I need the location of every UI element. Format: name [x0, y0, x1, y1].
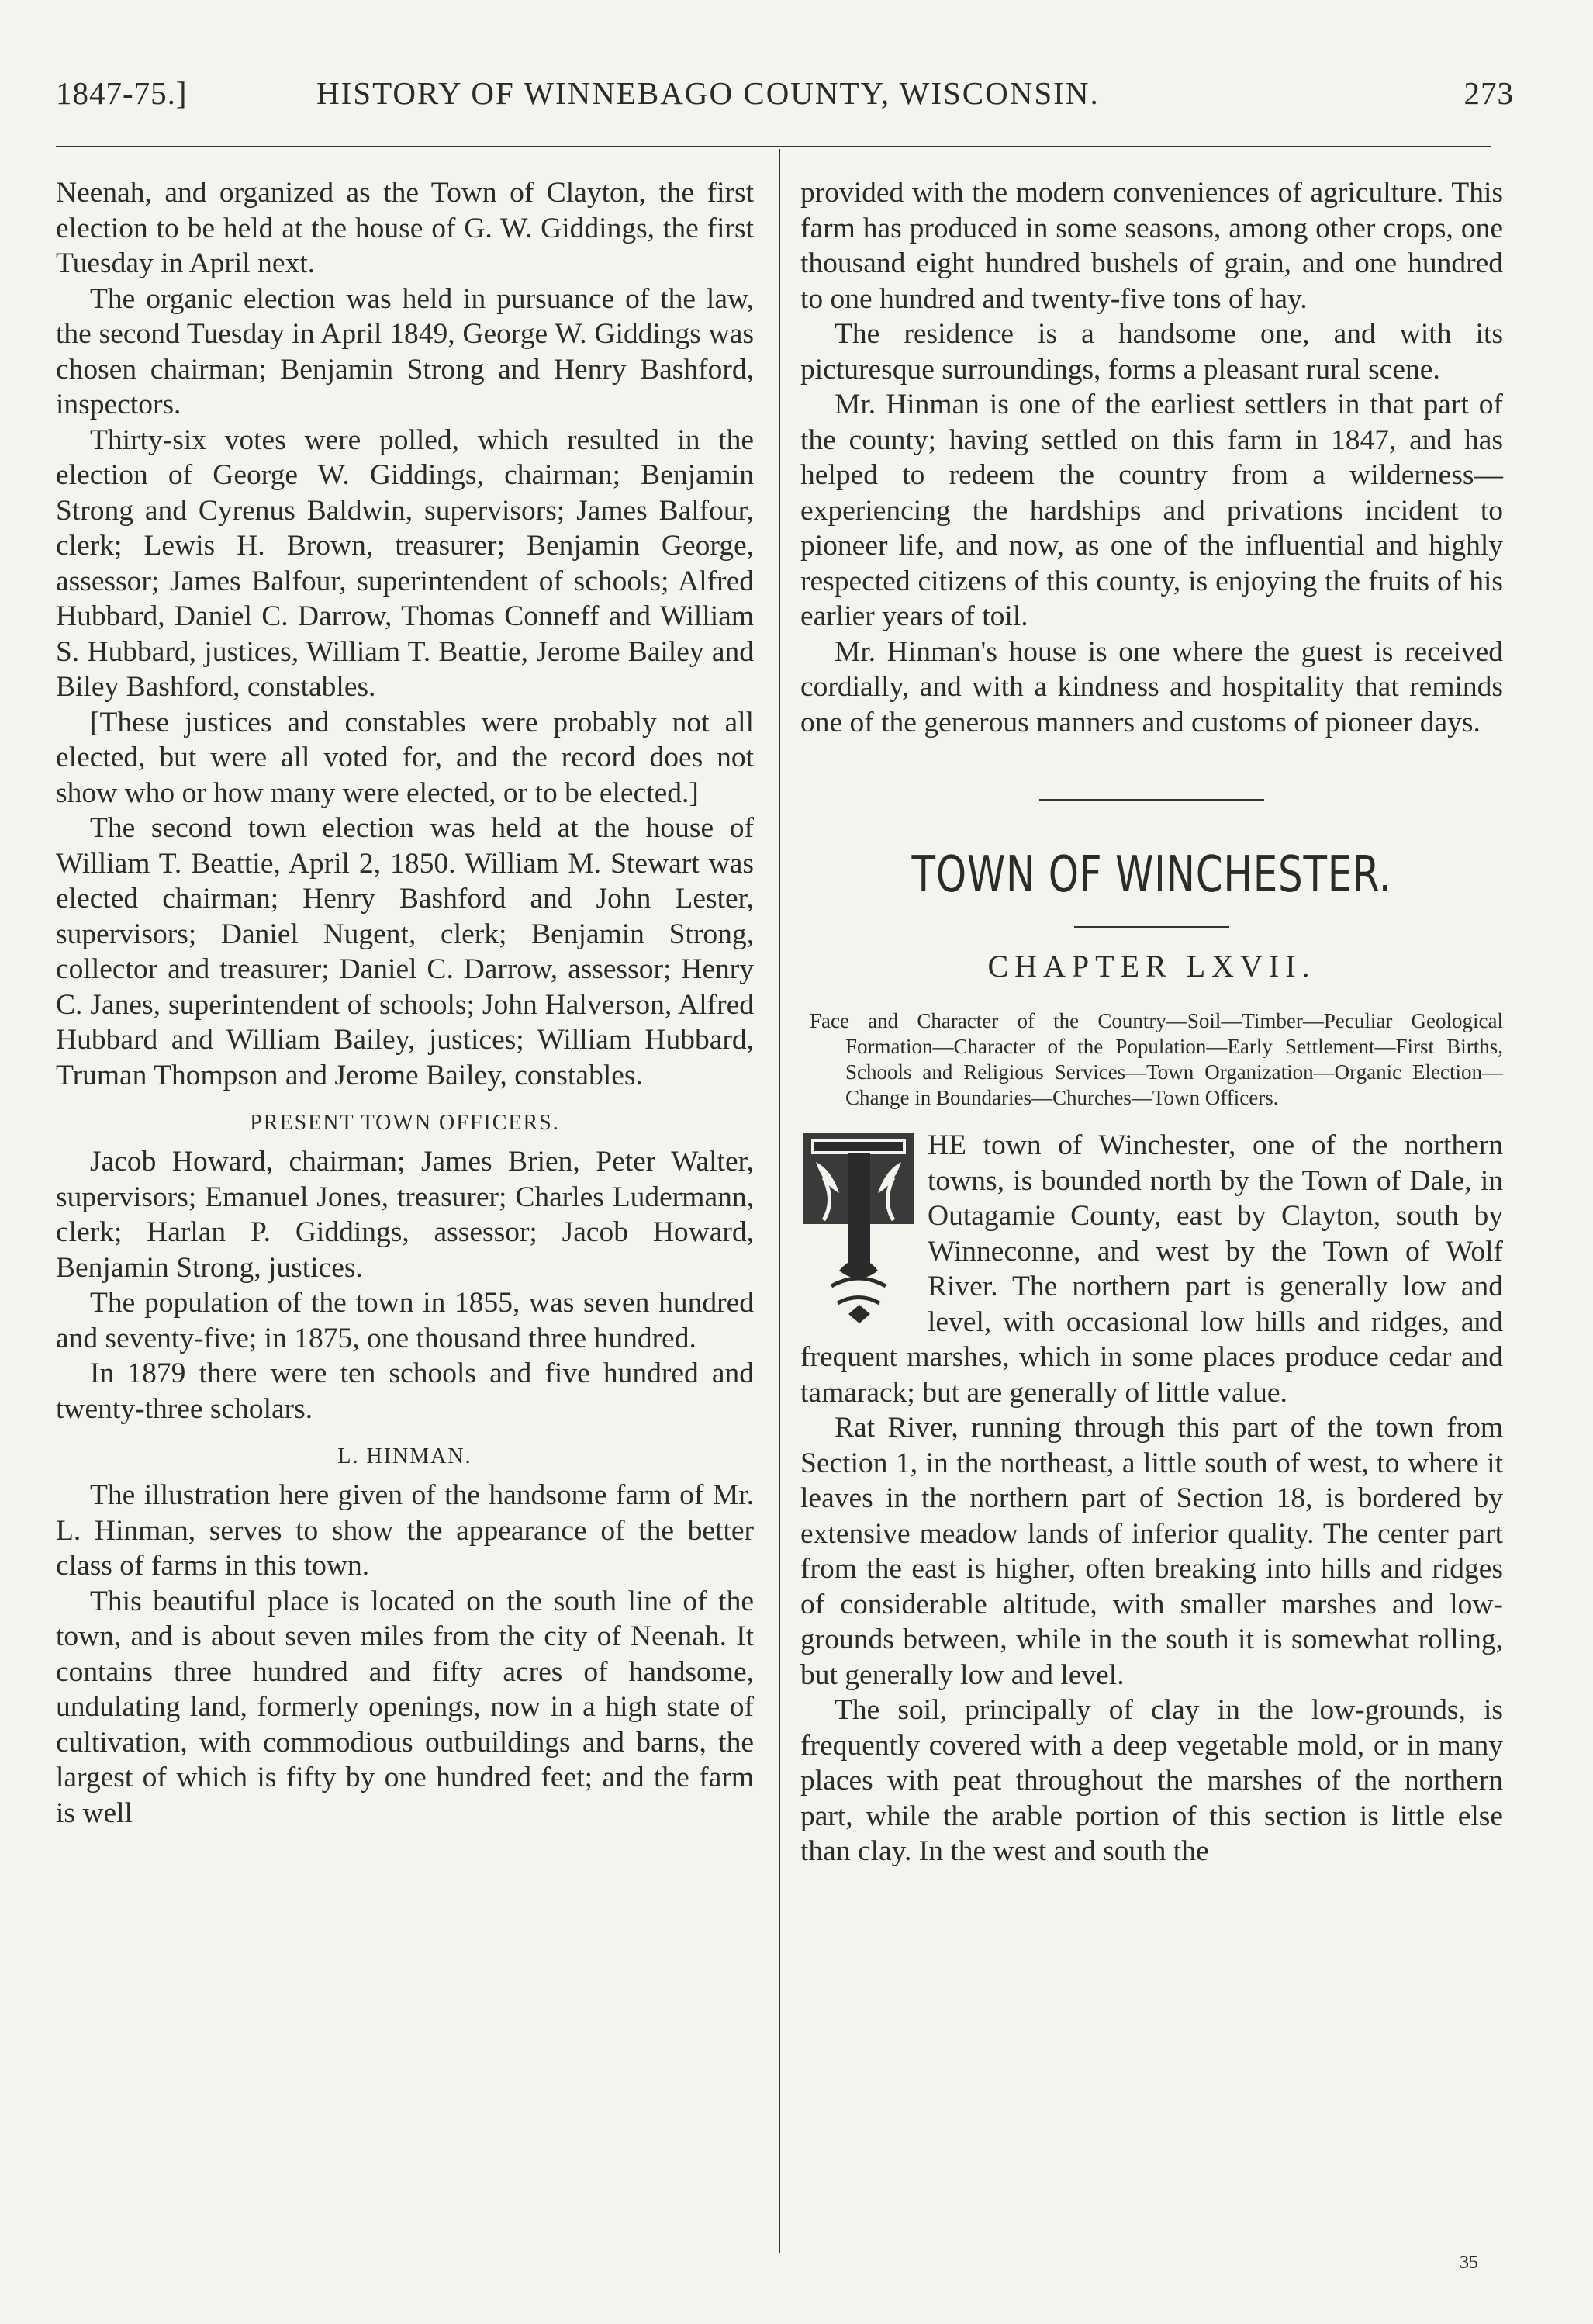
- ornamental-drop-cap-t-icon: [800, 1131, 917, 1326]
- paragraph: The residence is a handsome one, and with its picturesque surroundings, forms a pleasant rural scene.: [800, 318, 1503, 386]
- paragraph: Mr. Hinman is one of the earliest settlers in that part of the county; having settled on this farm in 1847, and has helped to redeem the country from a wilderness—experiencing the hardships and privations incident to pioneer life, and now, as one of the influential and highly respected citizens of this county, is enjoying the fruits of his earlier years of toil.: [800, 389, 1503, 632]
- chapter-town-title: TOWN OF WINCHESTER.: [911, 846, 1392, 904]
- section-divider: [1039, 799, 1264, 801]
- title-divider: [1074, 926, 1229, 928]
- right-column: [800, 175, 1503, 1869]
- paragraph: This beautiful place is located on the south line of the town, and is about seven miles from the city of Neenah. It contains three hundred and fifty acres of handsome, undulating land, formerly openings, now in a high state of cultivation, with commodious outbuildings and barns, the largest of which is fifty by one hundred feet; and the farm is well: [56, 1585, 754, 1829]
- running-header: [56, 74, 1514, 124]
- paragraph: Mr. Hinman's house is one where the guest is received cordially, and with a kindness and hospitality that reminds one of the generous manners and customs of pioneer days.: [800, 635, 1503, 738]
- paragraph: The organic election was held in pursuance of the law, the second Tuesday in April 1849, George W. Giddings was chosen chairman; Benjamin Strong and Henry Bashford, inspectors.: [56, 282, 754, 420]
- paragraph: Jacob Howard, chairman; James Brien, Peter Walter, supervisors; Emanuel Jones, treasurer; Charles Ludermann, clerk; Harlan P. Giddings, assessor; Jacob Howard, Benjamin Strong, justices.: [56, 1146, 754, 1284]
- paragraph: In 1879 there were ten schools and five hundred and twenty-three scholars.: [56, 1357, 754, 1425]
- left-column: [56, 175, 754, 1831]
- header-rule: [56, 146, 1491, 147]
- chapter-synopsis: Face and Character of the Country—Soil—Timber—Peculiar Geological Formation—Character of the Population—Early Settlement—First Births, Schools and Religious Services—Town Organization—Organic Election—Change in Boundaries—Churches—Town Officers.: [810, 1009, 1503, 1109]
- column-divider: [779, 149, 780, 2253]
- header-title: HISTORY OF WINNEBAGO COUNTY, WISCONSIN.: [316, 75, 1100, 111]
- header-years: 1847-75.]: [56, 75, 188, 111]
- paragraph: Thirty-six votes were polled, which resulted in the election of George W. Giddings, chairman; Benjamin Strong and Cyrenus Baldwin, supervisors; James Balfour, clerk; Lewis H. Brown, treasurer; Benjamin George, assessor; James Balfour, superintendent of schools; Alfred Hubbard, Daniel C. Darrow, Thomas Conneff and William S. Hubbard, justices, William T. Beattie, Jerome Bailey and Biley Bashford, constables.: [56, 424, 754, 703]
- paragraph: provided with the modern conveniences of agriculture. This farm has produced in some seasons, among other crops, one thousand eight hundred bushels of grain, and one hundred to one hundred and twenty-five tons of hay.: [800, 177, 1503, 315]
- paragraph: The population of the town in 1855, was seven hundred and seventy-five; in 1875, one thousand three hundred.: [56, 1287, 754, 1354]
- paragraph: Neenah, and organized as the Town of Clayton, the first election to be held at the house of G. W. Giddings, the first Tuesday in April next.: [56, 177, 754, 279]
- signature-mark: 35: [1460, 2253, 1478, 2273]
- paragraph: The soil, principally of clay in the low-grounds, is frequently covered with a deep vegetable mold, or in many places with peat throughout the marshes of the northern part, while the arable portion of this section is little else than clay. In the west and south the: [800, 1694, 1503, 1867]
- paragraph: Rat River, running through this part of the town from Section 1, in the northeast, a little south of west, to where it leaves in the northern part of Section 18, is bordered by extensive meadow lands of inferior quality. The center part from the east is higher, often breaking into hills and ridges of considerable altitude, with smaller marshes and low-grounds between, while in the south it is somewhat rolling, but generally low and level.: [800, 1412, 1503, 1691]
- page-number: 273: [1463, 75, 1514, 111]
- chapter-number: CHAPTER LXVII.: [987, 949, 1316, 984]
- section-heading-hinman: L. HINMAN.: [337, 1444, 472, 1468]
- section-heading-officers: PRESENT TOWN OFFICERS.: [250, 1111, 560, 1135]
- paragraph: The illustration here given of the handsome farm of Mr. L. Hinman, serves to show the appearance of the better class of farms in this town.: [56, 1479, 754, 1582]
- paragraph: [These justices and constables were probably not all elected, but were all voted for, and the record does not show who or how many were elected, or to be elected.]: [56, 706, 754, 809]
- paragraph: HE town of Winchester, one of the northern towns, is bounded north by the Town of Dale, in Outagamie County, east by Clayton, south by Winneconne, and west by the Town of Wolf River. The northern part is generally low and level, with occasional low hills and ridges, and frequent marshes, which in some places produce cedar and tamarack; but are generally of little value.: [800, 1129, 1503, 1409]
- paragraph: The second town election was held at the house of William T. Beattie, April 2, 1850. William M. Stewart was elected chairman; Henry Bashford and John Lester, supervisors; Daniel Nugent, clerk; Benjamin Strong, collector and treasurer; Daniel C. Darrow, assessor; Henry C. Janes, superintendent of schools; John Halverson, Alfred Hubbard and William Bailey, justices; William Hubbard, Truman Thompson and Jerome Bailey, constables.: [56, 812, 754, 1091]
